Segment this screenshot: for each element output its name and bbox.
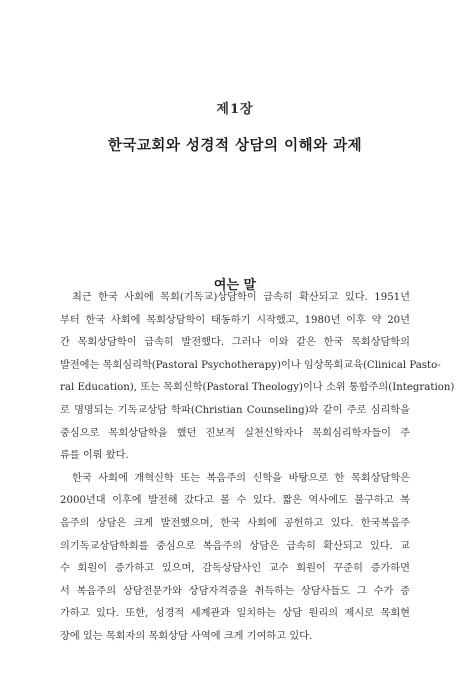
chapter-label: 제1장 xyxy=(216,102,254,117)
text-line: 한국 사회에 개혁신학 또는 복음주의 신학을 바탕으로 한 목회상담학은 xyxy=(72,472,410,484)
text-line: 부터 한국 사회에 목회상담학이 태동하기 시작했고, 1980년 이후 약 20년 xyxy=(60,314,410,326)
text-line: 음주의 상담은 크게 발전했으며, 한국 사회에 공헌하고 있다. 한국복음주 xyxy=(60,517,410,529)
text-line: 최근 한국 사회에 목회(기독교)상담학이 급속히 확산되고 있다. 1951년 xyxy=(72,292,410,303)
text-line: 로 명명되는 기독교상담 학파(Christian Counseling)와 같이 주로 심리학을 xyxy=(60,404,410,416)
text-line: 의기독교상담학회를 중심으로 복음주의 상담은 급속히 확산되고 있다. 교 xyxy=(60,540,410,552)
text-line: 수 회원이 증가하고 있으며, 감독상담사인 교수 회원이 꾸준히 증가하면 xyxy=(60,563,410,575)
chapter-title: 한국교회와 성경적 상담의 이해와 과제 xyxy=(107,137,363,154)
paragraph-1 xyxy=(60,287,455,468)
text-line: 서 복음주의 상담전문가와 상담자격증을 취득하는 상담사들도 그 수가 증 xyxy=(60,585,410,597)
text-line: 발전에는 목회심리학(Pastoral Psychotherapy)이나 임상목회교육(Clinical Pasto- xyxy=(60,359,441,371)
text-line: ral Education), 또는 목회신학(Pastoral Theology)이나 소위 통합주의(Integration) xyxy=(60,382,455,394)
paragraph-2 xyxy=(60,468,410,649)
text-line: 2000년대 이후에 발전해 갔다고 볼 수 있다. 짧은 역사에도 불구하고 복 xyxy=(60,495,410,507)
section-title: 여는 말 xyxy=(213,278,257,293)
text-line: 중심으로 목회상담학을 했던 진보적 실천신학자나 목회심리학자들이 주 xyxy=(60,427,410,439)
body-text xyxy=(60,287,455,649)
text-line: 간 목회상담학이 급속히 발전했다. 그러나 이와 같은 한국 목회상담학의 xyxy=(60,337,410,349)
text-line: 가하고 있다. 또한, 성경적 세계관과 일치하는 상담 원리의 제시로 목회현 xyxy=(60,608,410,620)
text-line: 장에 있는 목회자의 목회상담 사역에 크게 기여하고 있다. xyxy=(60,630,313,642)
text-line: 류를 이뤄 왔다. xyxy=(60,450,129,462)
